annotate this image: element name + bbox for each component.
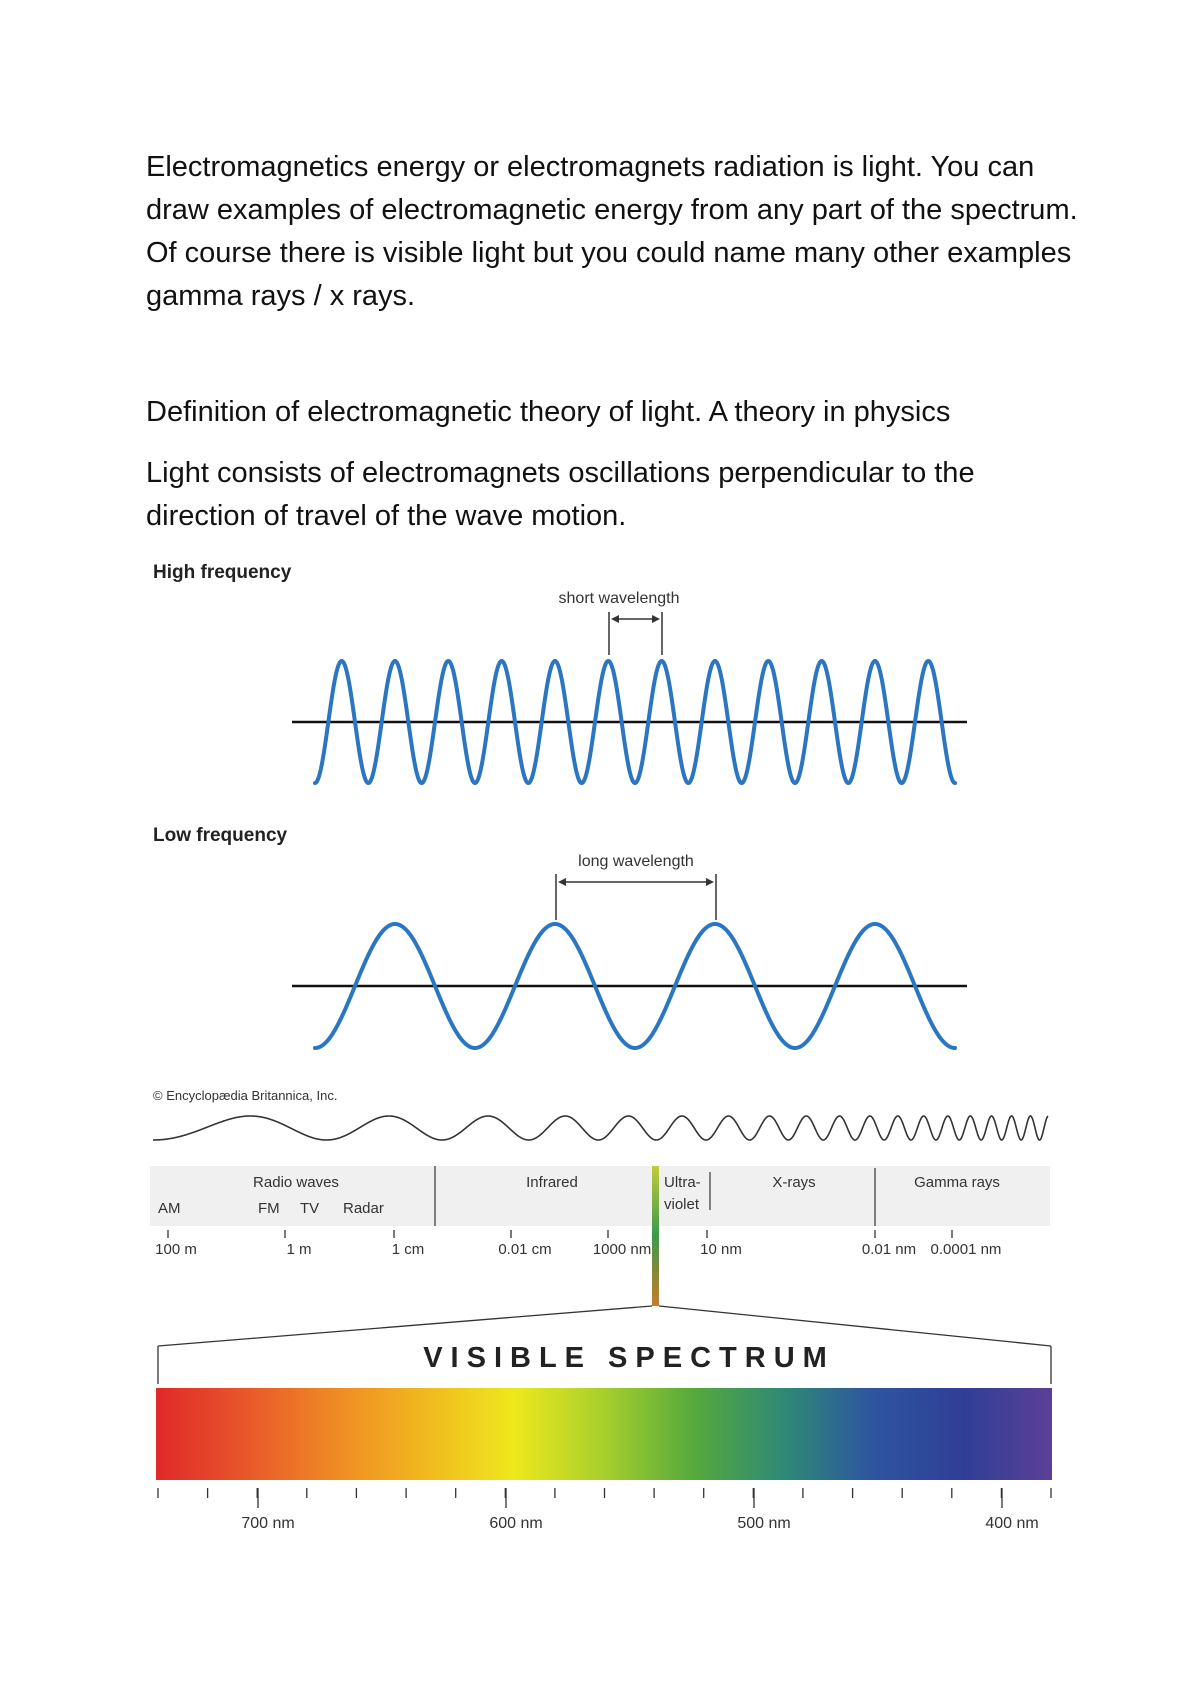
wavelength-tick-label: 10 nm: [700, 1241, 742, 1258]
band-am: AM: [158, 1200, 181, 1217]
visible-spectrum-bar: [156, 1388, 1052, 1480]
paragraph-light-consists: Light consists of electromagnets oscillations perpendicular to the direction of travel of the wave motion.: [146, 457, 975, 532]
band-radar: Radar: [343, 1200, 384, 1217]
band-ultraviolet-2: violet: [664, 1196, 700, 1213]
visible-spectrum-title: VISIBLE SPECTRUM: [423, 1342, 835, 1374]
britannica-credit: © Encyclopædia Britannica, Inc.: [153, 1088, 338, 1103]
wavelength-tick-label: 1 m: [286, 1241, 312, 1258]
wavelength-tick-label: 0.01 nm: [861, 1241, 917, 1258]
band-xrays: X-rays: [772, 1174, 816, 1191]
visible-tick-label: 400 nm: [985, 1515, 1039, 1532]
visible-band-marker: [652, 1166, 659, 1306]
wavelength-tick-label: 0.0001 nm: [930, 1241, 1002, 1258]
low-frequency-title: Low frequency: [153, 825, 288, 846]
band-tv: TV: [300, 1200, 320, 1217]
visible-connector-right: [659, 1306, 1051, 1346]
long-wavelength-marker: [556, 874, 716, 920]
wavelength-tick-label: 1 cm: [391, 1241, 425, 1258]
spectrum-chirp-wave: [153, 1116, 1048, 1140]
visible-scale: [158, 1488, 1051, 1532]
visible-connector-left: [158, 1306, 652, 1346]
long-wavelength-label: long wavelength: [578, 853, 694, 870]
band-ultraviolet-1: Ultra-: [664, 1174, 701, 1191]
short-wavelength-marker: [609, 612, 662, 655]
band-radio-waves: Radio waves: [253, 1174, 339, 1191]
wavelength-tick-label: 1000 nm: [592, 1241, 652, 1258]
paragraph-intro: Electromagnetics energy or electromagnets radiation is light. You can draw examples of electromagnetic energy from any part of the spectrum. Of course there is visible light but you could name many other examples gamma rays / x rays.: [146, 151, 1078, 312]
visible-tick-label: 500 nm: [737, 1515, 791, 1532]
high-frequency-title: High frequency: [153, 562, 292, 583]
paragraph-definition: Definition of electromagnetic theory of light. A theory in physics: [146, 396, 951, 428]
wavelength-tick-label: 0.01 cm: [498, 1241, 552, 1258]
visible-tick-label: 600 nm: [489, 1515, 543, 1532]
band-gamma-rays: Gamma rays: [914, 1174, 1000, 1191]
band-infrared: Infrared: [526, 1174, 578, 1191]
visible-tick-label: 700 nm: [241, 1515, 295, 1532]
wavelength-scale: [155, 1230, 1001, 1258]
short-wavelength-label: short wavelength: [558, 590, 680, 607]
wavelength-tick-label: 100 m: [155, 1241, 197, 1258]
band-fm: FM: [258, 1200, 280, 1217]
